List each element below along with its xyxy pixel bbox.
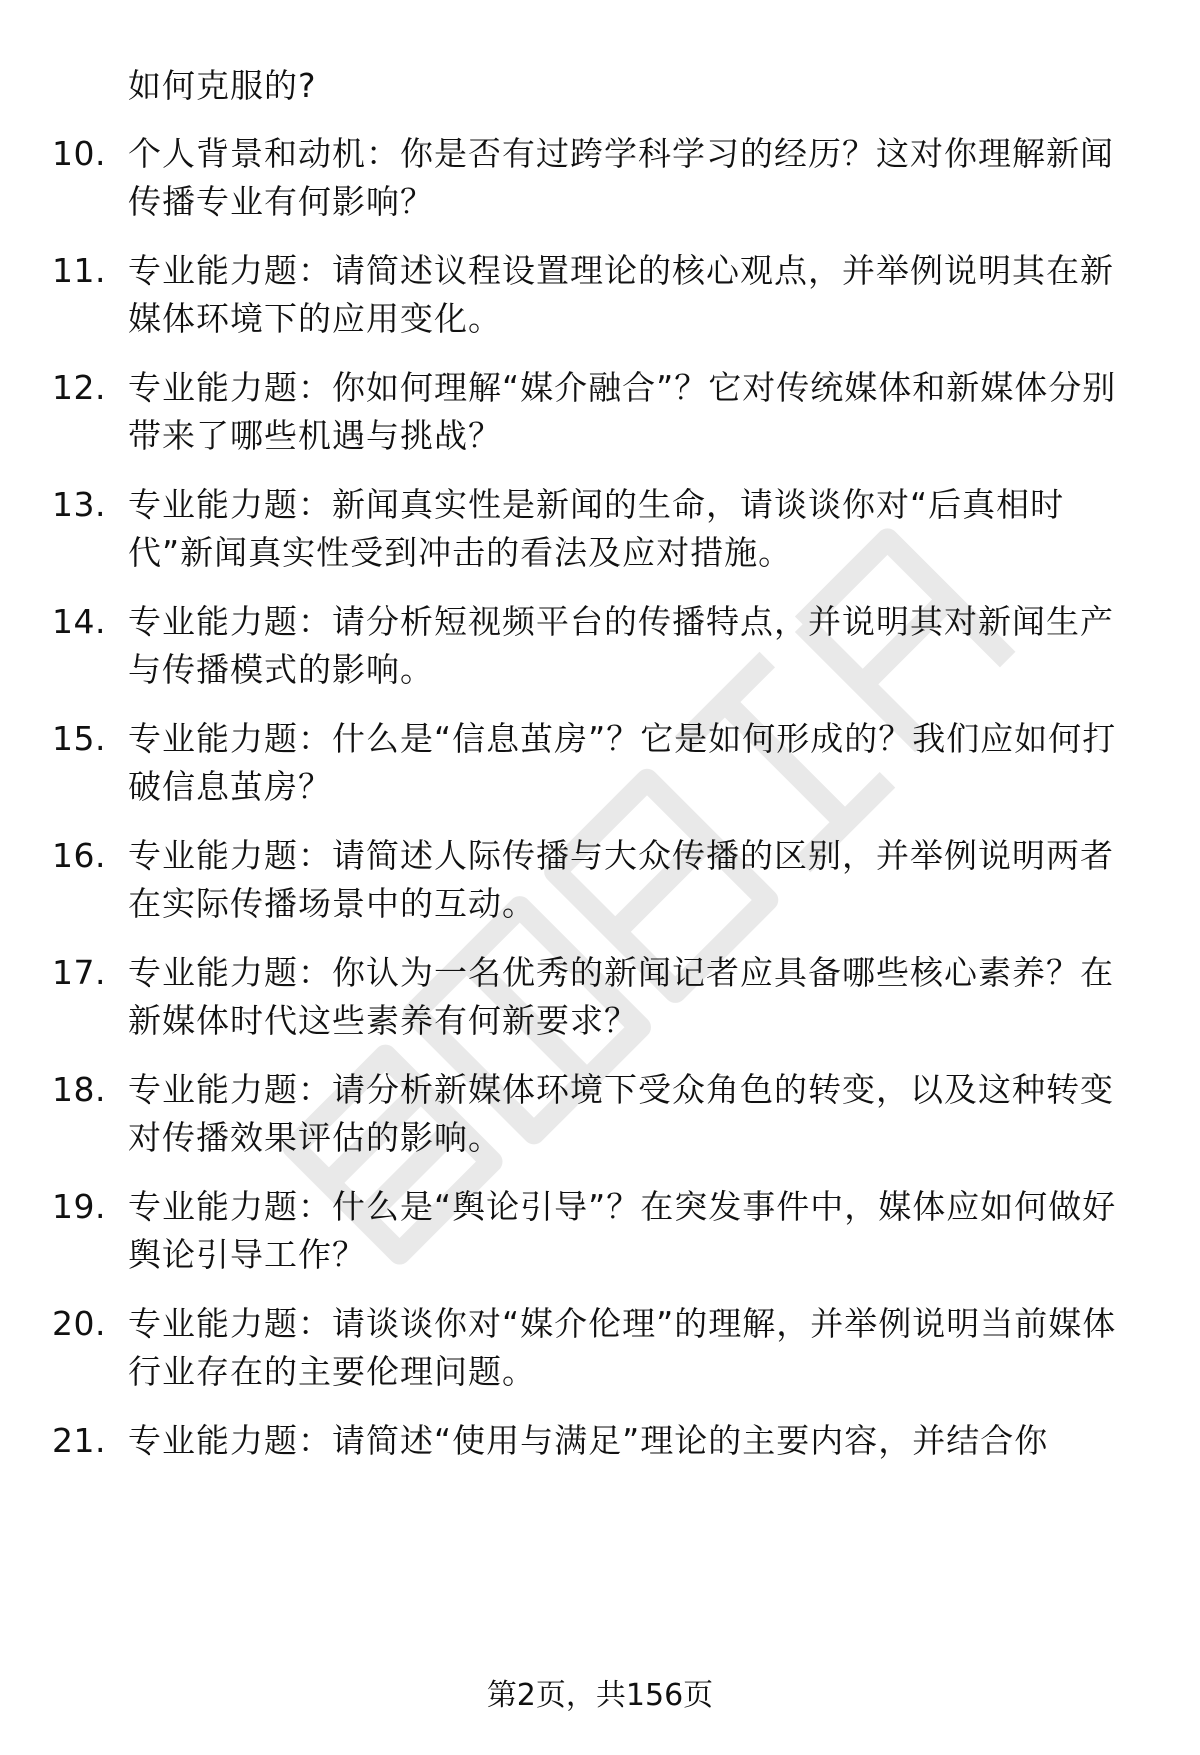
list-item <box>0 1417 1200 1477</box>
item-number: 21. <box>52 1421 106 1460</box>
list-item <box>0 1066 1200 1176</box>
list-item <box>0 481 1200 591</box>
item-number: 18. <box>52 1070 106 1109</box>
item-text: 专业能力题：请简述人际传播与大众传播的区别，并举例说明两者在实际传播场景中的互动。 <box>128 836 1114 923</box>
list-item <box>0 949 1200 1059</box>
item-text: 专业能力题：请简述议程设置理论的核心观点，并举例说明其在新媒体环境下的应用变化。 <box>128 251 1114 338</box>
continuation-text: 如何克服的? <box>128 66 317 105</box>
list-item <box>0 364 1200 474</box>
list-item <box>0 598 1200 708</box>
item-number: 19. <box>52 1187 106 1226</box>
item-text: 专业能力题：你如何理解“媒介融合”？它对传统媒体和新媒体分别带来了哪些机遇与挑战？ <box>128 368 1117 455</box>
item-text: 专业能力题：请分析短视频平台的传播特点，并说明其对新闻生产与传播模式的影响。 <box>128 602 1114 689</box>
list-item <box>0 1300 1200 1410</box>
list-item <box>0 130 1200 240</box>
item-number: 12. <box>52 368 106 407</box>
item-number: 14. <box>52 602 106 641</box>
item-number: 13. <box>52 485 106 524</box>
item-text: 专业能力题：请谈谈你对“媒介伦理”的理解，并举例说明当前媒体行业存在的主要伦理问题。 <box>128 1304 1117 1391</box>
item-text: 专业能力题：什么是“信息茧房”？它是如何形成的？我们应如何打破信息茧房？ <box>128 719 1117 806</box>
item-text: 个人背景和动机：你是否有过跨学科学习的经历？这对你理解新闻传播专业有何影响？ <box>128 134 1114 221</box>
item-text: 专业能力题：请分析新媒体环境下受众角色的转变，以及这种转变对传播效果评估的影响。 <box>128 1070 1114 1157</box>
item-number: 20. <box>52 1304 106 1343</box>
list-item <box>0 715 1200 825</box>
list-item <box>0 1183 1200 1293</box>
item-text: 专业能力题：你认为一名优秀的新闻记者应具备哪些核心素养？在新媒体时代这些素养有何新要求？ <box>128 953 1114 1040</box>
list-item <box>0 247 1200 357</box>
item-number: 16. <box>52 836 106 875</box>
item-number: 15. <box>52 719 106 758</box>
item-text: 专业能力题：新闻真实性是新闻的生命，请谈谈你对“后真相时代”新闻真实性受到冲击的看法及应对措施。 <box>128 485 1065 572</box>
item-text: 专业能力题：请简述“使用与满足”理论的主要内容，并结合你 <box>128 1421 1049 1460</box>
list-item <box>0 832 1200 942</box>
page-footer: 第2页，共156页 <box>486 1678 714 1713</box>
item-number: 11. <box>52 251 106 290</box>
item-text: 专业能力题：什么是“舆论引导”？在突发事件中，媒体应如何做好舆论引导工作？ <box>128 1187 1117 1274</box>
item-number: 10. <box>52 134 106 173</box>
item-number: 17. <box>52 953 106 992</box>
